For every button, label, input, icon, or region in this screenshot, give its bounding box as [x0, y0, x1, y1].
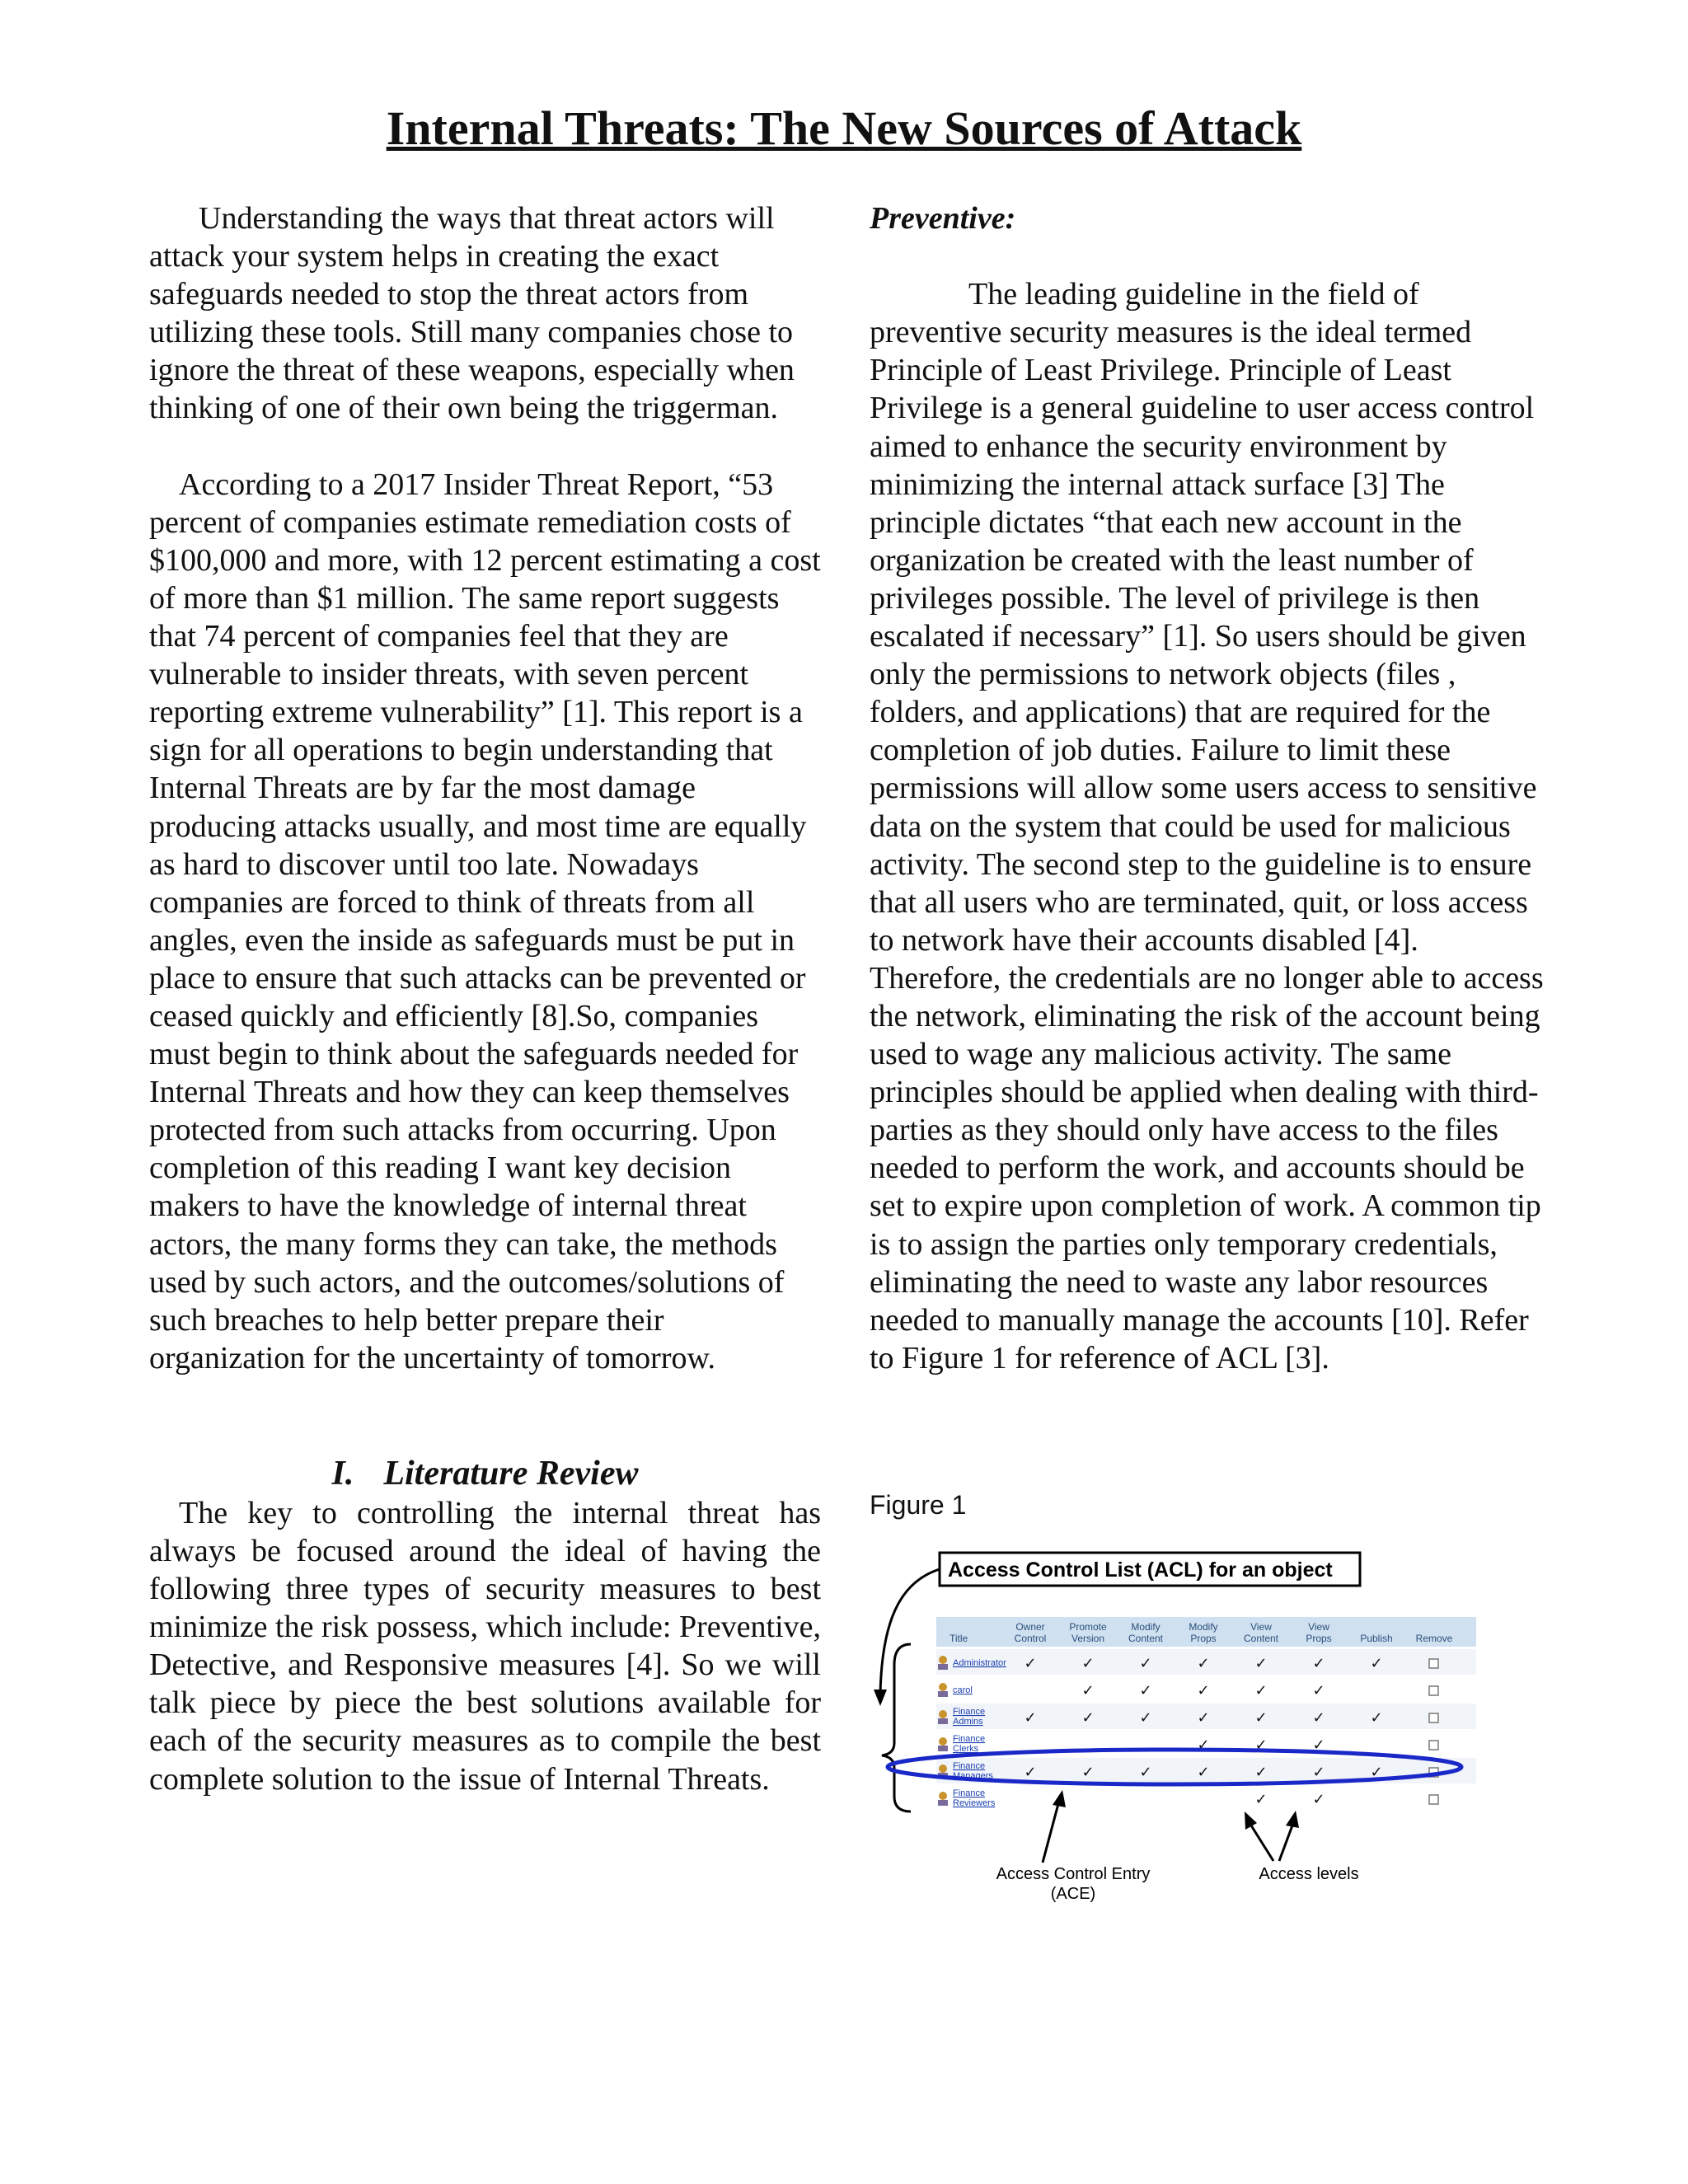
acl-check-mark: ✓: [1024, 1709, 1037, 1727]
user-icon-body: [938, 1800, 948, 1806]
acl-check-mark: ✓: [1197, 1682, 1210, 1699]
acl-check-mark: ✓: [1312, 1791, 1325, 1808]
acl-check-mark: ✓: [1254, 1682, 1268, 1699]
acl-column-header: Owner: [1015, 1621, 1045, 1633]
acl-column-header: Props: [1190, 1633, 1217, 1644]
levels-arrow-right-line: [1279, 1825, 1292, 1861]
acl-row-name: Administrator: [953, 1658, 1006, 1668]
acl-check-mark: ✓: [1254, 1655, 1268, 1672]
remove-checkbox: [1429, 1713, 1438, 1722]
right-column: [870, 199, 1554, 1377]
acl-check-mark: ✓: [1139, 1709, 1152, 1727]
user-icon-body: [938, 1691, 948, 1697]
left-column: [149, 199, 821, 1798]
title-arrow-head: [874, 1690, 887, 1706]
acl-check-mark: ✓: [1254, 1709, 1268, 1727]
row-brace: [882, 1644, 911, 1811]
remove-checkbox: [1429, 1741, 1438, 1750]
acl-check-mark: ✓: [1197, 1736, 1210, 1754]
intro-paragraph: Understanding the ways that threat actors will attack your system helps in creating the exact safeguards needed to stop the threat actors from utilizing these tools. Still many companies chose to ignore the threat of these weapons, especially when thinking of one of their own being the triggerman.: [149, 201, 795, 426]
ace-label-line2: (ACE): [1050, 1885, 1096, 1903]
user-icon: [939, 1737, 947, 1746]
remove-checkbox: [1429, 1795, 1438, 1804]
user-icon: [939, 1792, 947, 1800]
acl-column-header: View: [1308, 1621, 1329, 1633]
acl-column-header: Content: [1128, 1633, 1164, 1644]
acl-row-name: Admins: [953, 1717, 983, 1727]
acl-column-header: View: [1250, 1621, 1272, 1633]
acl-check-mark: ✓: [1197, 1764, 1210, 1781]
acl-column-header: Publish: [1360, 1633, 1393, 1644]
acl-column-header: Promote: [1069, 1621, 1107, 1633]
acl-row-name: Finance: [953, 1707, 986, 1717]
acl-row-name: Reviewers: [953, 1798, 996, 1808]
acl-check-mark: ✓: [1312, 1736, 1325, 1754]
acl-column-header: Modify: [1131, 1621, 1160, 1633]
user-icon: [939, 1710, 947, 1718]
acl-diagram: [857, 1533, 1492, 1929]
acl-check-mark: ✓: [1024, 1655, 1037, 1672]
acl-row-background: [936, 1785, 1476, 1811]
acl-check-mark: ✓: [1312, 1764, 1325, 1781]
user-icon-body: [938, 1664, 948, 1670]
acl-column-header: Props: [1306, 1633, 1332, 1644]
levels-arrow-left-line: [1251, 1825, 1273, 1861]
acl-column-header: Content: [1243, 1633, 1279, 1644]
acl-row-name: Finance: [953, 1734, 986, 1744]
acl-check-mark: ✓: [1312, 1682, 1325, 1699]
review-paragraph: The key to controlling the internal threat has always be focused around the ideal of having the following three types of security measures to best minimize the risk possess, which include: Preventive, Detective, and Responsive measures [4]. So we will talk piece by piece the best solutions available for each of the security measures as to compile the best complete solution to the issue of Internal Threats.: [149, 1495, 821, 1797]
acl-row-name: Finance: [953, 1761, 986, 1771]
user-icon-body: [938, 1746, 948, 1751]
user-icon-body: [938, 1718, 948, 1724]
acl-row-name: Managers: [953, 1771, 993, 1781]
acl-check-mark: ✓: [1139, 1655, 1152, 1672]
acl-check-mark: ✓: [1254, 1764, 1268, 1781]
acl-check-mark: ✓: [1081, 1655, 1095, 1672]
acl-row-name: Finance: [953, 1788, 986, 1798]
acl-check-mark: ✓: [1139, 1682, 1152, 1699]
acl-check-mark: ✓: [1024, 1764, 1037, 1781]
acl-check-mark: ✓: [1254, 1736, 1268, 1754]
preventive-subheading: Preventive:: [870, 201, 1016, 236]
acl-check-mark: ✓: [1312, 1709, 1325, 1727]
acl-check-mark: ✓: [1370, 1709, 1383, 1727]
access-levels-label: Access levels: [1259, 1865, 1359, 1883]
acl-check-mark: ✓: [1370, 1764, 1383, 1781]
acl-check-mark: ✓: [1081, 1682, 1095, 1699]
acl-figure: [857, 1533, 1492, 1929]
figure-label: Figure 1: [870, 1490, 967, 1520]
user-icon: [939, 1683, 947, 1691]
acl-check-mark: ✓: [1081, 1764, 1095, 1781]
user-icon: [939, 1765, 947, 1773]
user-icon: [939, 1656, 947, 1664]
acl-title-text: Access Control List (ACL) for an object: [948, 1558, 1333, 1582]
acl-column-header: Remove: [1415, 1633, 1453, 1644]
title-arrow-line: [880, 1569, 940, 1694]
acl-check-mark: ✓: [1081, 1709, 1095, 1727]
acl-check-mark: ✓: [1370, 1655, 1383, 1672]
preventive-paragraph: The leading guideline in the field of preventive security measures is the ideal termed Principle of Least Privilege. Principle of Least Privilege is a general guideline to user access control aimed to enhance the security environment by minimizing the internal attack surface [3] The principle dictates “that each new account in the organization be created with the least number of privileges possible. The level of privilege is then escalated if necessary” [1]. So users should be given only the permissions to network objects (files , folders, and applications) that are required for the completion of job duties. Failure to limit these permissions will allow some users access to sensitive data on the system that could be used for malicious activity. The second step to the guideline is to ensure that all users who are terminated, quit, or loss access to network have their accounts disabled [4]. Therefore, the credentials are no longer able to access the network, eliminating the risk of the account being used to wage any malicious activity. The same principles should be applied when dealing with third-parties as they should only have access to the files needed to perform the work, and accounts should be set to expire upon completion of work. A common tip is to assign the parties only temporary credentials, eliminating the need to waste any labor resources needed to manually manage the accounts [10]. Refer to Figure 1 for reference of ACL [3].: [870, 277, 1544, 1376]
acl-check-mark: ✓: [1254, 1791, 1268, 1808]
acl-check-mark: ✓: [1197, 1655, 1210, 1672]
levels-arrow-right-head: [1286, 1811, 1299, 1828]
acl-column-header: Title: [950, 1633, 968, 1644]
acl-column-header: Modify: [1189, 1621, 1218, 1633]
report-paragraph: According to a 2017 Insider Threat Report, “53 percent of companies estimate remediation costs of $100,000 and more, with 12 percent estimating a cost of more than $1 million. The same report suggests that 74 percent of companies feel that they are vulnerable to insider threats, with seven percent reporting extreme vulnerability” [1]. This report is a sign for all operations to begin understanding that Internal Threats are by far the most damage producing attacks usually, and most time are equally as hard to discover until too late. Nowadays companies are forced to think of threats from all angles, even the inside as safeguards must be put in place to ensure that such attacks can be prevented or ceased quickly and efficiently [8].So, companies must begin to think about the safeguards needed for Internal Threats and how they can keep themselves protected from such attacks from occurring. Upon completion of this reading I want key decision makers to have the knowledge of internal threat actors, the many forms they can take, the methods used by such actors, and the outcomes/solutions of such breaches to help better prepare their organization for the uncertainty of tomorrow.: [149, 466, 821, 1376]
page-title: Internal Threats: The New Sources of Attack: [386, 101, 1302, 155]
acl-row-name: carol: [953, 1685, 973, 1695]
remove-checkbox: [1429, 1659, 1438, 1668]
acl-check-mark: ✓: [1197, 1709, 1210, 1727]
ace-label-line1: Access Control Entry: [996, 1865, 1151, 1883]
acl-check-mark: ✓: [1312, 1655, 1325, 1672]
section-heading: [149, 1453, 821, 1494]
acl-column-header: Control: [1014, 1633, 1047, 1644]
acl-check-mark: ✓: [1139, 1764, 1152, 1781]
section-number: I.: [331, 1454, 354, 1493]
acl-column-header: Version: [1071, 1633, 1105, 1644]
acl-row-name: Clerks: [953, 1744, 979, 1754]
remove-checkbox: [1429, 1686, 1438, 1695]
section-title: Literature Review: [383, 1454, 639, 1493]
